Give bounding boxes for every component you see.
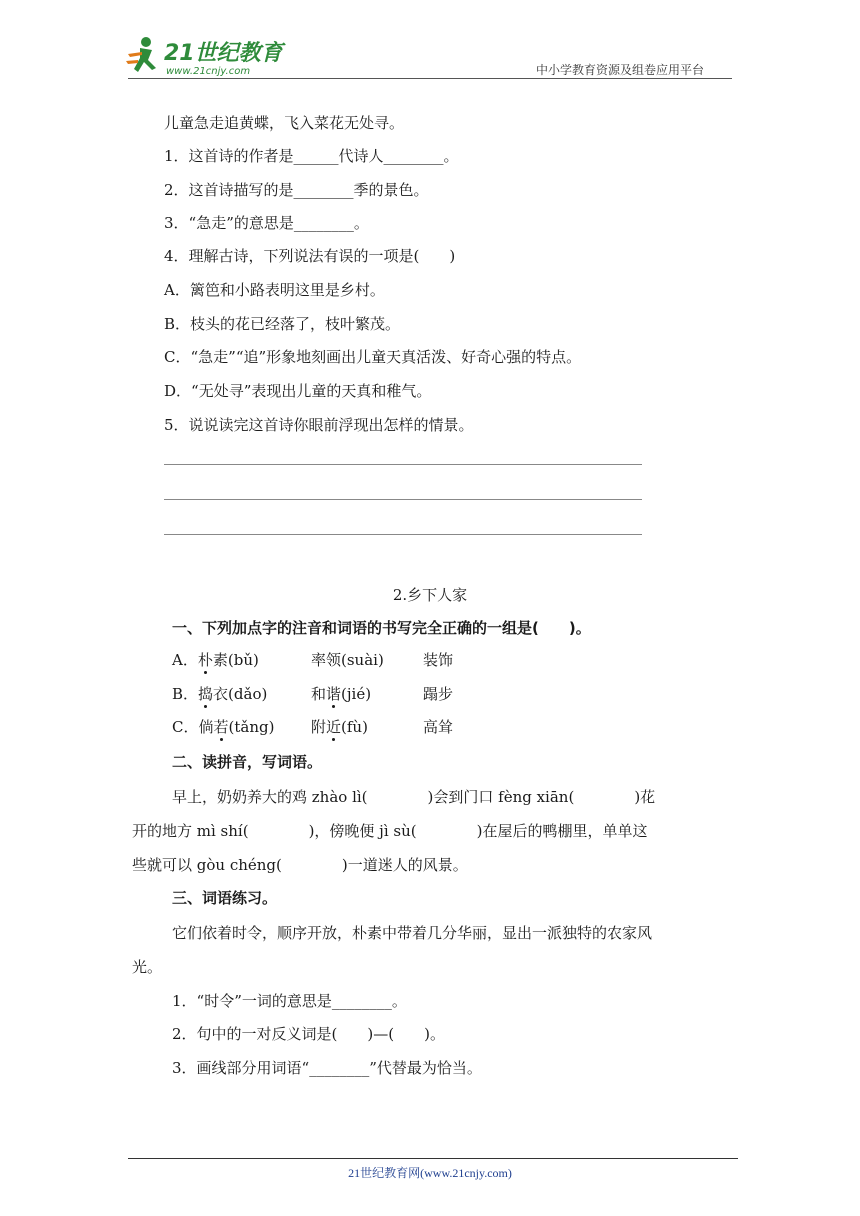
question-2: 2．这首诗描写的是________季的景色。 [164, 181, 429, 199]
footer-link[interactable]: 21世纪教育网(www.21cnjy.com) [348, 1166, 512, 1180]
site-logo [124, 34, 294, 78]
footer-divider [128, 1158, 738, 1159]
question-5: 5．说说读完这首诗你眼前浮现出怎样的情景。 [164, 416, 474, 434]
section-1-heading: 一、下列加点字的注音和词语的书写完全正确的一组是( )。 [172, 619, 591, 637]
word-question-3: 3．画线部分用词语“________”代替最为恰当。 [172, 1059, 482, 1077]
svg-text:www.21cnjy.com: www.21cnjy.com [166, 66, 251, 77]
pinyin-line: 开的地方 mì shí( )，傍晚便 jì sù( )在屋后的鸭棚里，单单这 [132, 822, 648, 840]
answer-line [164, 464, 642, 465]
pinyin-line: 早上，奶奶养大的鸡 zhào lì( )会到门口 fèng xiān( )花 [172, 788, 656, 806]
choice-c-word-3: 高耸 [423, 718, 454, 736]
section-3-heading: 三、词语练习。 [172, 889, 278, 907]
lesson-title: 2.乡下人家 [392, 586, 468, 604]
pinyin-line: 些就可以 gòu chéng( )一道迷人的风景。 [132, 856, 468, 874]
header-platform-text: 中小学教育资源及组卷应用平台 [536, 63, 705, 77]
choice-b: B．捣衣(dǎo) [172, 685, 268, 703]
question-3: 3．“急走”的意思是________。 [164, 214, 369, 232]
option-d: D．“无处寻”表现出儿童的天真和稚气。 [164, 382, 432, 400]
choice-a: A．朴素(bǔ) [172, 651, 259, 669]
option-b: B．枝头的花已经落了，枝叶繁茂。 [164, 315, 401, 333]
option-c: C．“急走”“追”形象地刻画出儿童天真活泼、好奇心强的特点。 [164, 348, 582, 366]
svg-text:21世纪教育: 21世纪教育 [164, 41, 283, 66]
section-2-heading: 二、读拼音，写词语。 [172, 753, 323, 771]
choice-b-word-2: 和谐(jié) [311, 685, 372, 703]
choice-c-word-2: 附近(fù) [311, 718, 368, 736]
choice-b-word-3: 蹋步 [423, 685, 454, 703]
question-1: 1．这首诗的作者是______代诗人________。 [164, 147, 459, 165]
answer-line [164, 534, 642, 535]
passage-line: 光。 [132, 958, 163, 976]
passage-line: 它们依着时令，顺序开放，朴素中带着几分华丽，显出一派独特的农家风 [172, 924, 653, 942]
option-a: A．篱笆和小路表明这里是乡村。 [164, 281, 385, 299]
header-divider [128, 78, 732, 79]
poem-line: 儿童急走追黄蝶，飞入菜花无处寻。 [164, 114, 405, 132]
choice-c: C．倘若(tǎng) [172, 718, 275, 736]
question-4: 4．理解古诗，下列说法有误的一项是( ) [164, 247, 456, 265]
choice-a-word-3: 装饰 [423, 651, 454, 669]
word-question-2: 2．句中的一对反义词是( )—( )。 [172, 1025, 445, 1043]
choice-a-word-2: 率领(suài) [311, 651, 384, 669]
answer-line [164, 499, 642, 500]
word-question-1: 1．“时令”一词的意思是________。 [172, 992, 407, 1010]
